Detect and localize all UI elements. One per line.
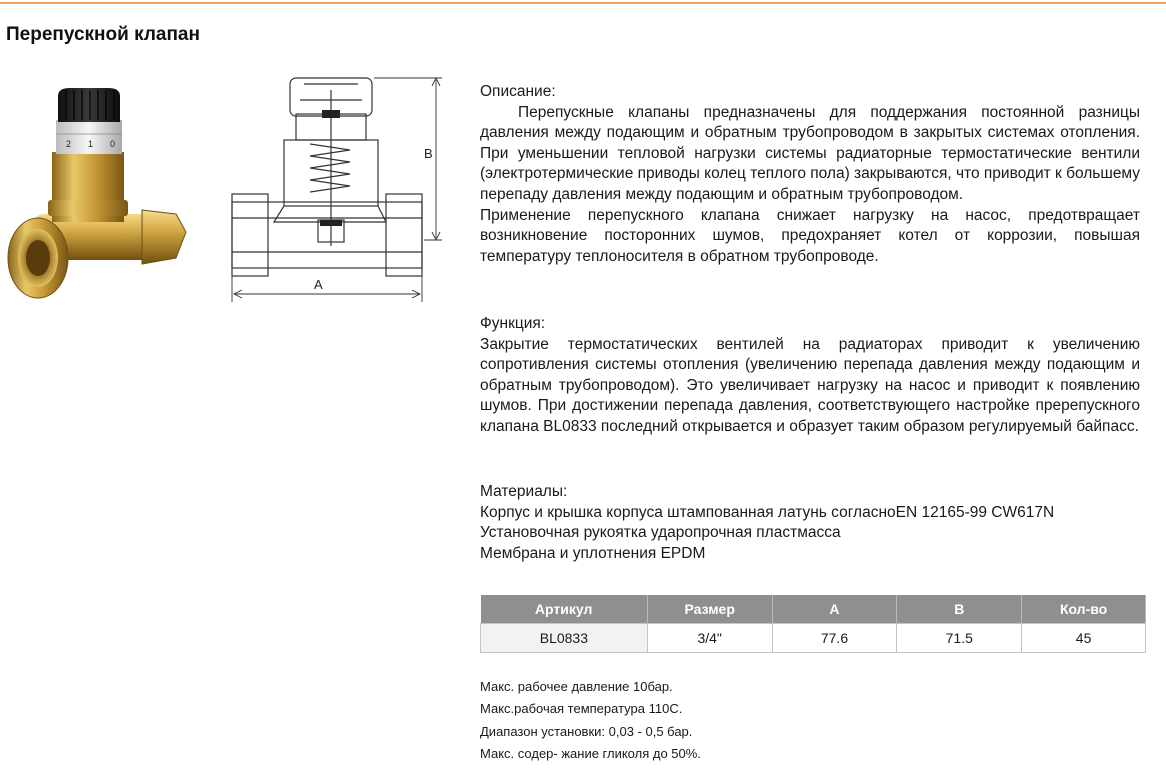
- note-item: Макс.рабочая температура 110С.: [480, 701, 683, 717]
- notes-section: [480, 676, 701, 765]
- knob-mark-0: 0: [110, 139, 116, 149]
- cell-a: 77.6: [772, 624, 897, 653]
- knob-mark-1: 1: [88, 139, 94, 149]
- note-item: Макс. содер- жание гликоля до 50%.: [480, 745, 701, 761]
- table-row: [481, 624, 1146, 653]
- description-paragraph-1: Перепускные клапаны предназначены для поддержания постоянной разницы давления между подающим и обратным трубопроводом в закрытых системах отопления. При уменьшении тепловой нагрузки системы радиаторные термостатические вентили (электротермические приводы колец теплого пола) закрываются, что приводит к большему перепаду давления между подающим и обратным трубопроводом.: [480, 103, 1141, 203]
- function-heading: Функция:: [480, 315, 546, 332]
- table-header-row: [481, 595, 1146, 624]
- cell-article: BL0833: [481, 624, 648, 653]
- cell-b: 71.5: [897, 624, 1022, 653]
- materials-section: [480, 482, 1140, 564]
- note-item: Макс. рабочее давление 10бар.: [480, 679, 673, 694]
- knob-mark-2: 2: [66, 139, 72, 149]
- dimension-a-label: A: [314, 277, 323, 292]
- description-paragraph-2: Применение перепускного клапана снижает нагрузку на насос, предотвращает возникновение посторонних шумов, предохраняет котел от коррозии, повышая температуру теплоносителя в обратном трубопроводе.: [480, 206, 1140, 265]
- note-item: Диапазон установки: 0,03 - 0,5 бар.: [480, 723, 693, 739]
- materials-item: Установочная рукоятка ударопрочная пластмасса: [480, 524, 841, 542]
- page-title: Перепускной клапан: [6, 24, 200, 45]
- header-quantity: Кол-во: [1022, 595, 1146, 624]
- function-section: [480, 314, 1140, 438]
- valve-cross-section-icon: [214, 70, 454, 302]
- cell-quantity: 45: [1022, 624, 1146, 653]
- cell-size: 3/4": [647, 624, 772, 653]
- header-accent-line: [0, 2, 1166, 4]
- description-section: [480, 82, 1140, 267]
- header-a: A: [772, 595, 897, 624]
- header-b: B: [897, 595, 1022, 624]
- materials-item: Корпус и крышка корпуса штампованная латунь согласноEN 12165-99 CW617N: [480, 503, 1055, 521]
- header-article: Артикул: [481, 595, 648, 624]
- valve-photo-icon: [4, 82, 194, 302]
- function-text: Закрытие термостатических вентилей на радиаторах приводит к увеличению сопротивления системы отопления (увеличению перепада давления между подающим и обратным трубопроводом). Это увеличивает нагрузку на насос и приводит к появлению шумов. При достижении перепада давления, соответствующего настройке пререпускного клапана BL0833 последний открывается и образует таким образом регулируемый байпасс.: [480, 335, 1140, 435]
- description-heading: Описание:: [480, 83, 556, 100]
- spec-table: [480, 595, 1146, 653]
- materials-item: Мембрана и уплотнения EPDM: [480, 544, 706, 562]
- dimension-b-label: B: [424, 146, 433, 161]
- header-size: Размер: [647, 595, 772, 624]
- materials-heading: Материалы:: [480, 483, 568, 500]
